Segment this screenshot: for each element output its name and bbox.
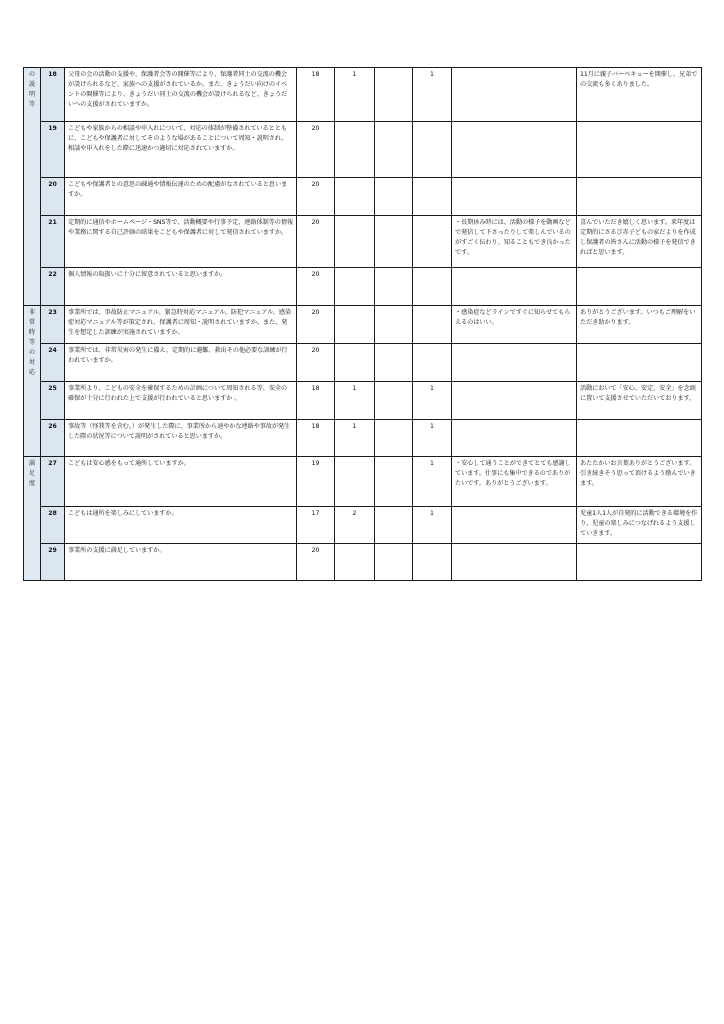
answer-count-c4: 1 <box>413 420 452 457</box>
answer-count-c1: 20 <box>297 344 335 382</box>
answer-count-c2: 1 <box>335 68 375 122</box>
provider-response: ありがとうございます。いつもご理解をいただき助かります。 <box>577 306 702 344</box>
answer-count-c4 <box>413 268 452 306</box>
answer-count-c2 <box>335 216 375 268</box>
table-row <box>24 544 702 581</box>
question-text: 定期的に通信やホームページ・SNS等で、活動概要や行事予定、連絡体制等の情報や業務に関する自己評価の結果をこどもや保護者に対して発信されていますか。 <box>65 216 297 268</box>
question-number: 26 <box>41 420 65 457</box>
question-text: 事業所の支援に満足していますか。 <box>65 544 297 581</box>
provider-response: 11月に親子バーベキューを開催し、兄弟での交流も多くありました。 <box>577 68 702 122</box>
answer-count-c4: 1 <box>413 382 452 420</box>
answer-count-c1: 20 <box>297 178 335 216</box>
answer-count-c3 <box>375 457 413 507</box>
answer-count-c2: 2 <box>335 507 375 544</box>
answer-count-c1: 20 <box>297 306 335 344</box>
question-number: 25 <box>41 382 65 420</box>
answer-count-c4 <box>413 122 452 178</box>
question-number: 27 <box>41 457 65 507</box>
answer-count-c1: 17 <box>297 507 335 544</box>
answer-count-c1: 19 <box>297 457 335 507</box>
category-label: 満 足 度 <box>24 457 41 581</box>
question-text: 父母の会の活動の支援や、保護者会等の開催等により、保護者同士の交流の機会が設けられるなど、家族への支援がされているか。また、きょうだい向けのイベントの開催等により、きょうだい同士の交流の機会が設けられるなど、きょうだいへの支援がされていますか。 <box>65 68 297 122</box>
question-text: こどもや家族からの相談や申入れについて、対応の体制が整備されているとともに、こどもや保護者に対してそのような場があることについて周知・説明され、相談や申入れをした際に迅速かつ適切に対応されていますか。 <box>65 122 297 178</box>
answer-count-c3 <box>375 420 413 457</box>
answer-count-c3 <box>375 544 413 581</box>
answer-count-c1: 20 <box>297 544 335 581</box>
provider-response: あたたかいお言葉ありがとうございます。引き続きそう思って頂けるよう励んでいきます。 <box>577 457 702 507</box>
table-row <box>24 457 702 507</box>
answer-count-c1: 18 <box>297 382 335 420</box>
guardian-comment: ・感染症などラインですぐに知らせてもらえるのはいい。 <box>452 306 577 344</box>
answer-count-c2 <box>335 178 375 216</box>
answer-count-c2: 1 <box>335 382 375 420</box>
question-number: 21 <box>41 216 65 268</box>
question-text: 事業所では、事故防止マニュアル、緊急時対応マニュアル、防犯マニュアル、感染症対応マニュアル等が策定され、保護者に周知・説明されていますか。また、発生を想定した訓練が実施されていますか。 <box>65 306 297 344</box>
question-number: 18 <box>41 68 65 122</box>
answer-count-c4: 1 <box>413 507 452 544</box>
guardian-comment <box>452 268 577 306</box>
answer-count-c4 <box>413 216 452 268</box>
answer-count-c2 <box>335 306 375 344</box>
provider-response: 活動において「安心、安定、安全」を念頭に置いて支援させていただいております。 <box>577 382 702 420</box>
answer-count-c1: 20 <box>297 122 335 178</box>
category-label: の 説 明 等 <box>24 68 41 306</box>
provider-response <box>577 420 702 457</box>
answer-count-c3 <box>375 216 413 268</box>
answer-count-c3 <box>375 178 413 216</box>
provider-response <box>577 268 702 306</box>
guardian-comment <box>452 420 577 457</box>
table-row <box>24 344 702 382</box>
guardian-comment <box>452 382 577 420</box>
evaluation-table <box>23 67 702 581</box>
provider-response <box>577 544 702 581</box>
answer-count-c4 <box>413 178 452 216</box>
question-number: 22 <box>41 268 65 306</box>
answer-count-c3 <box>375 306 413 344</box>
answer-count-c2 <box>335 344 375 382</box>
answer-count-c2 <box>335 268 375 306</box>
question-text: 事故等（怪我等を含む。）が発生した際に、事業所から速やかな連絡や事故が発生した際の状況等について説明がされていると思いますか。 <box>65 420 297 457</box>
table-row <box>24 268 702 306</box>
provider-response <box>577 122 702 178</box>
answer-count-c1: 20 <box>297 216 335 268</box>
answer-count-c2 <box>335 122 375 178</box>
question-number: 23 <box>41 306 65 344</box>
question-text: 個人情報の取扱いに十分に留意されていると思いますか。 <box>65 268 297 306</box>
answer-count-c4 <box>413 344 452 382</box>
answer-count-c1: 18 <box>297 420 335 457</box>
answer-count-c3 <box>375 507 413 544</box>
answer-count-c2 <box>335 457 375 507</box>
guardian-comment <box>452 122 577 178</box>
answer-count-c2 <box>335 544 375 581</box>
table-row <box>24 68 702 122</box>
guardian-comment: ・安心して通うことができてとても感謝しています。仕事にも集中できるのでありがたいです。ありがとうございます。 <box>452 457 577 507</box>
provider-response: 児童1人1人が自発的に活動できる環境を作り、児童の楽しみにつなげれるよう支援していきます。 <box>577 507 702 544</box>
question-text: こどもは安心感をもって通所していますか。 <box>65 457 297 507</box>
answer-count-c3 <box>375 382 413 420</box>
provider-response: 喜んでいただき嬉しく思います。来年度は定期的にさるび赤子どもの家だよりを作成し保護者の皆さんに活動の様子を発信できればと思います。 <box>577 216 702 268</box>
guardian-comment <box>452 178 577 216</box>
table-row <box>24 420 702 457</box>
table-row <box>24 216 702 268</box>
question-number: 24 <box>41 344 65 382</box>
guardian-comment <box>452 344 577 382</box>
question-text: こどもや保護者との意思の疎通や情報伝達のための配慮がなされていると思いますか。 <box>65 178 297 216</box>
table-row <box>24 507 702 544</box>
guardian-comment <box>452 507 577 544</box>
answer-count-c3 <box>375 268 413 306</box>
question-number: 19 <box>41 122 65 178</box>
question-number: 28 <box>41 507 65 544</box>
answer-count-c3 <box>375 344 413 382</box>
table-row <box>24 382 702 420</box>
category-label: 非 常 時 等 の 対 応 <box>24 306 41 457</box>
guardian-comment <box>452 544 577 581</box>
question-text: こどもは通所を楽しみにしていますか。 <box>65 507 297 544</box>
answer-count-c3 <box>375 122 413 178</box>
guardian-comment <box>452 68 577 122</box>
answer-count-c4 <box>413 544 452 581</box>
question-number: 20 <box>41 178 65 216</box>
question-text: 事業所より、こどもの安全を確保するための計画について周知される等、安全の確保が十分に行われた上で支援が行われていると思いますか 。 <box>65 382 297 420</box>
table-row <box>24 306 702 344</box>
guardian-comment: ・長期休み時には、活動の様子を動画などで発信して下さったりして楽しんでいるのがすごく伝わり、知ることもでき良かったです。 <box>452 216 577 268</box>
answer-count-c4 <box>413 306 452 344</box>
answer-count-c2: 1 <box>335 420 375 457</box>
answer-count-c3 <box>375 68 413 122</box>
answer-count-c1: 20 <box>297 268 335 306</box>
answer-count-c4: 1 <box>413 457 452 507</box>
provider-response <box>577 344 702 382</box>
answer-count-c1: 18 <box>297 68 335 122</box>
question-text: 事業所では、非常災害の発生に備え、定期的に避難、救出その他必要な訓練が行われていますか。 <box>65 344 297 382</box>
answer-count-c4: 1 <box>413 68 452 122</box>
question-number: 29 <box>41 544 65 581</box>
table-row <box>24 122 702 178</box>
provider-response <box>577 178 702 216</box>
table-row <box>24 178 702 216</box>
